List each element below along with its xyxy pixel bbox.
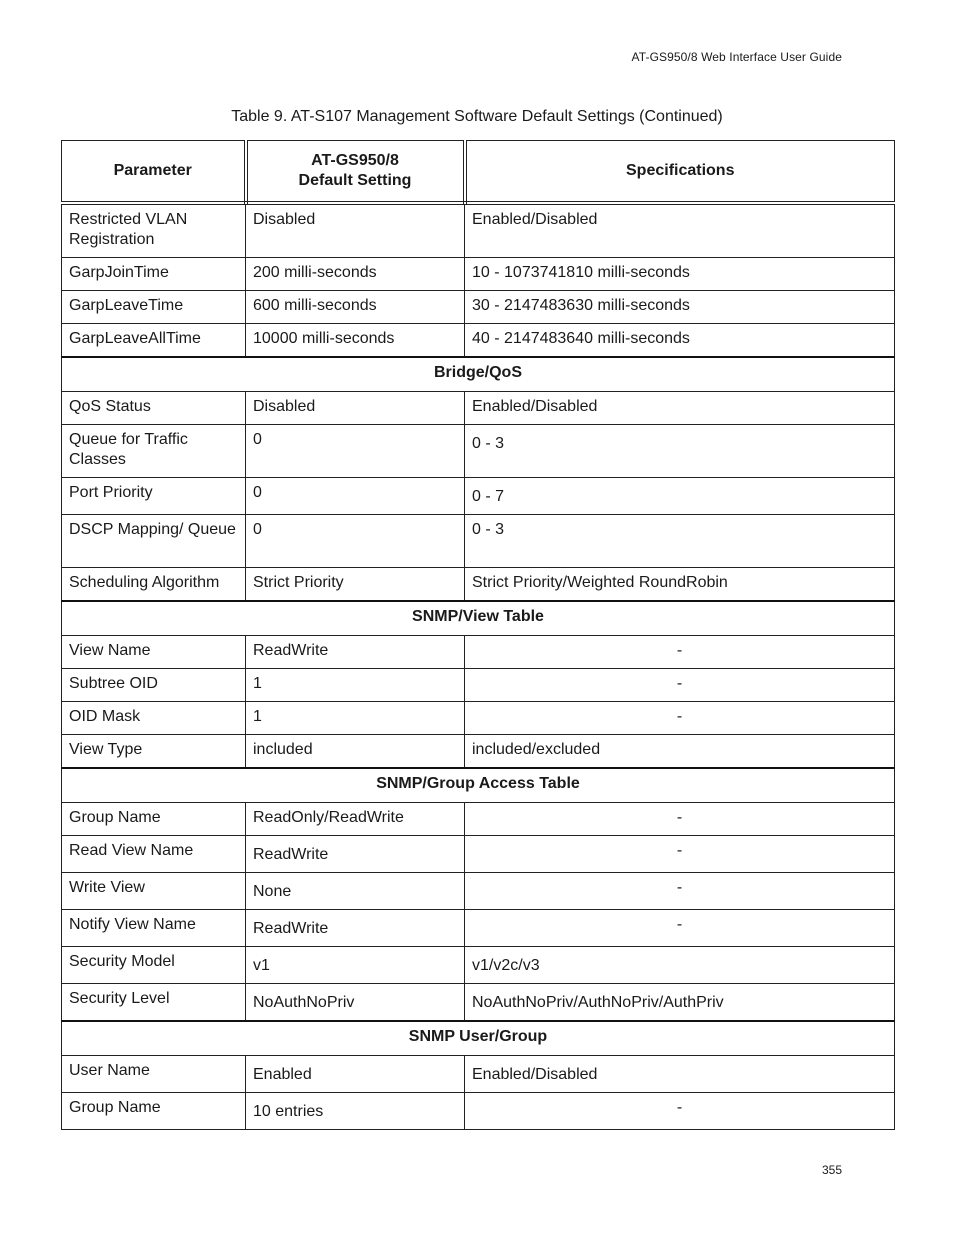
parameter-cell: Restricted VLAN Registration [62,203,246,258]
default-settings-table [61,140,895,1130]
table-row [62,636,895,669]
table-row [62,836,895,873]
default-setting-cell: 10000 milli-seconds [246,324,465,358]
specifications-cell: Enabled/Disabled [465,203,895,258]
table-row [62,203,895,258]
parameter-cell: GarpLeaveAllTime [62,324,246,358]
table-row [62,478,895,515]
parameter-cell: Queue for Traffic Classes [62,425,246,478]
section-header-row [62,1021,895,1056]
specifications-cell: 30 - 2147483630 milli-seconds [465,291,895,324]
parameter-cell: Read View Name [62,836,246,873]
table-row [62,984,895,1022]
specifications-cell: NoAuthNoPriv/AuthNoPriv/AuthPriv [465,984,895,1022]
specifications-cell: 0 - 3 [465,425,895,478]
section-title: Bridge/QoS [62,357,895,392]
specifications-cell: Enabled/Disabled [465,1056,895,1093]
section-header-row [62,768,895,803]
parameter-cell: Security Model [62,947,246,984]
default-setting-cell: ReadOnly/ReadWrite [246,803,465,836]
table-caption: Table 9. AT-S107 Management Software Default Settings (Continued) [231,108,723,125]
table-row [62,702,895,735]
table-row [62,392,895,425]
specifications-cell: - [465,803,895,836]
parameter-cell: Scheduling Algorithm [62,568,246,602]
section-header-row [62,601,895,636]
parameter-cell: QoS Status [62,392,246,425]
default-setting-cell: Disabled [246,203,465,258]
default-setting-cell: 1 [246,669,465,702]
specifications-cell: 10 - 1073741810 milli-seconds [465,258,895,291]
default-setting-cell: Strict Priority [246,568,465,602]
table-row [62,1093,895,1130]
table-row [62,735,895,769]
parameter-cell: Subtree OID [62,669,246,702]
default-setting-cell: NoAuthNoPriv [246,984,465,1022]
default-setting-cell: ReadWrite [246,636,465,669]
table-row [62,910,895,947]
parameter-cell: GarpLeaveTime [62,291,246,324]
default-setting-cell: 0 [246,515,465,568]
specifications-cell: Enabled/Disabled [465,392,895,425]
specifications-cell: 40 - 2147483640 milli-seconds [465,324,895,358]
default-setting-cell: 0 [246,478,465,515]
table-row [62,669,895,702]
column-header-default-line2: Default Setting [298,172,412,189]
section-title: SNMP/View Table [62,601,895,636]
specifications-cell: - [465,836,895,873]
parameter-cell: Security Level [62,984,246,1022]
specifications-cell: - [465,873,895,910]
table-row [62,291,895,324]
table-header-row [62,141,895,204]
specifications-cell: - [465,1093,895,1130]
specifications-cell: - [465,669,895,702]
column-header-parameter: Parameter [62,141,246,204]
parameter-cell: DSCP Mapping/ Queue [62,515,246,568]
table-row [62,873,895,910]
specifications-cell: Strict Priority/Weighted RoundRobin [465,568,895,602]
running-header: AT-GS950/8 Web Interface User Guide [631,50,842,64]
specifications-cell: - [465,636,895,669]
default-setting-cell: 0 [246,425,465,478]
table-body [62,203,895,1130]
table-row [62,1056,895,1093]
default-setting-cell: 10 entries [246,1093,465,1130]
table-row [62,803,895,836]
specifications-cell: included/excluded [465,735,895,769]
parameter-cell: User Name [62,1056,246,1093]
specifications-cell: - [465,910,895,947]
parameter-cell: Notify View Name [62,910,246,947]
parameter-cell: Group Name [62,1093,246,1130]
page-number: 355 [821,1163,842,1177]
table-row [62,568,895,602]
parameter-cell: OID Mask [62,702,246,735]
default-setting-cell: 600 milli-seconds [246,291,465,324]
parameter-cell: GarpJoinTime [62,258,246,291]
table-row [62,324,895,358]
section-title: SNMP/Group Access Table [62,768,895,803]
parameter-cell: View Name [62,636,246,669]
table-row [62,258,895,291]
default-setting-cell: ReadWrite [246,836,465,873]
specifications-cell: - [465,702,895,735]
section-header-row [62,357,895,392]
section-title: SNMP User/Group [62,1021,895,1056]
default-setting-cell: included [246,735,465,769]
column-header-default-line1: AT-GS950/8 [311,152,399,169]
parameter-cell: View Type [62,735,246,769]
specifications-cell: 0 - 7 [465,478,895,515]
specifications-cell: 0 - 3 [465,515,895,568]
table-row [62,425,895,478]
default-setting-cell: None [246,873,465,910]
table-row [62,515,895,568]
default-setting-cell: Disabled [246,392,465,425]
column-header-specifications: Specifications [465,141,895,204]
table-row [62,947,895,984]
column-header-default-setting [246,141,465,204]
default-setting-cell: ReadWrite [246,910,465,947]
parameter-cell: Port Priority [62,478,246,515]
default-setting-cell: 200 milli-seconds [246,258,465,291]
parameter-cell: Group Name [62,803,246,836]
specifications-cell: v1/v2c/v3 [465,947,895,984]
default-setting-cell: v1 [246,947,465,984]
default-setting-cell: 1 [246,702,465,735]
default-setting-cell: Enabled [246,1056,465,1093]
parameter-cell: Write View [62,873,246,910]
